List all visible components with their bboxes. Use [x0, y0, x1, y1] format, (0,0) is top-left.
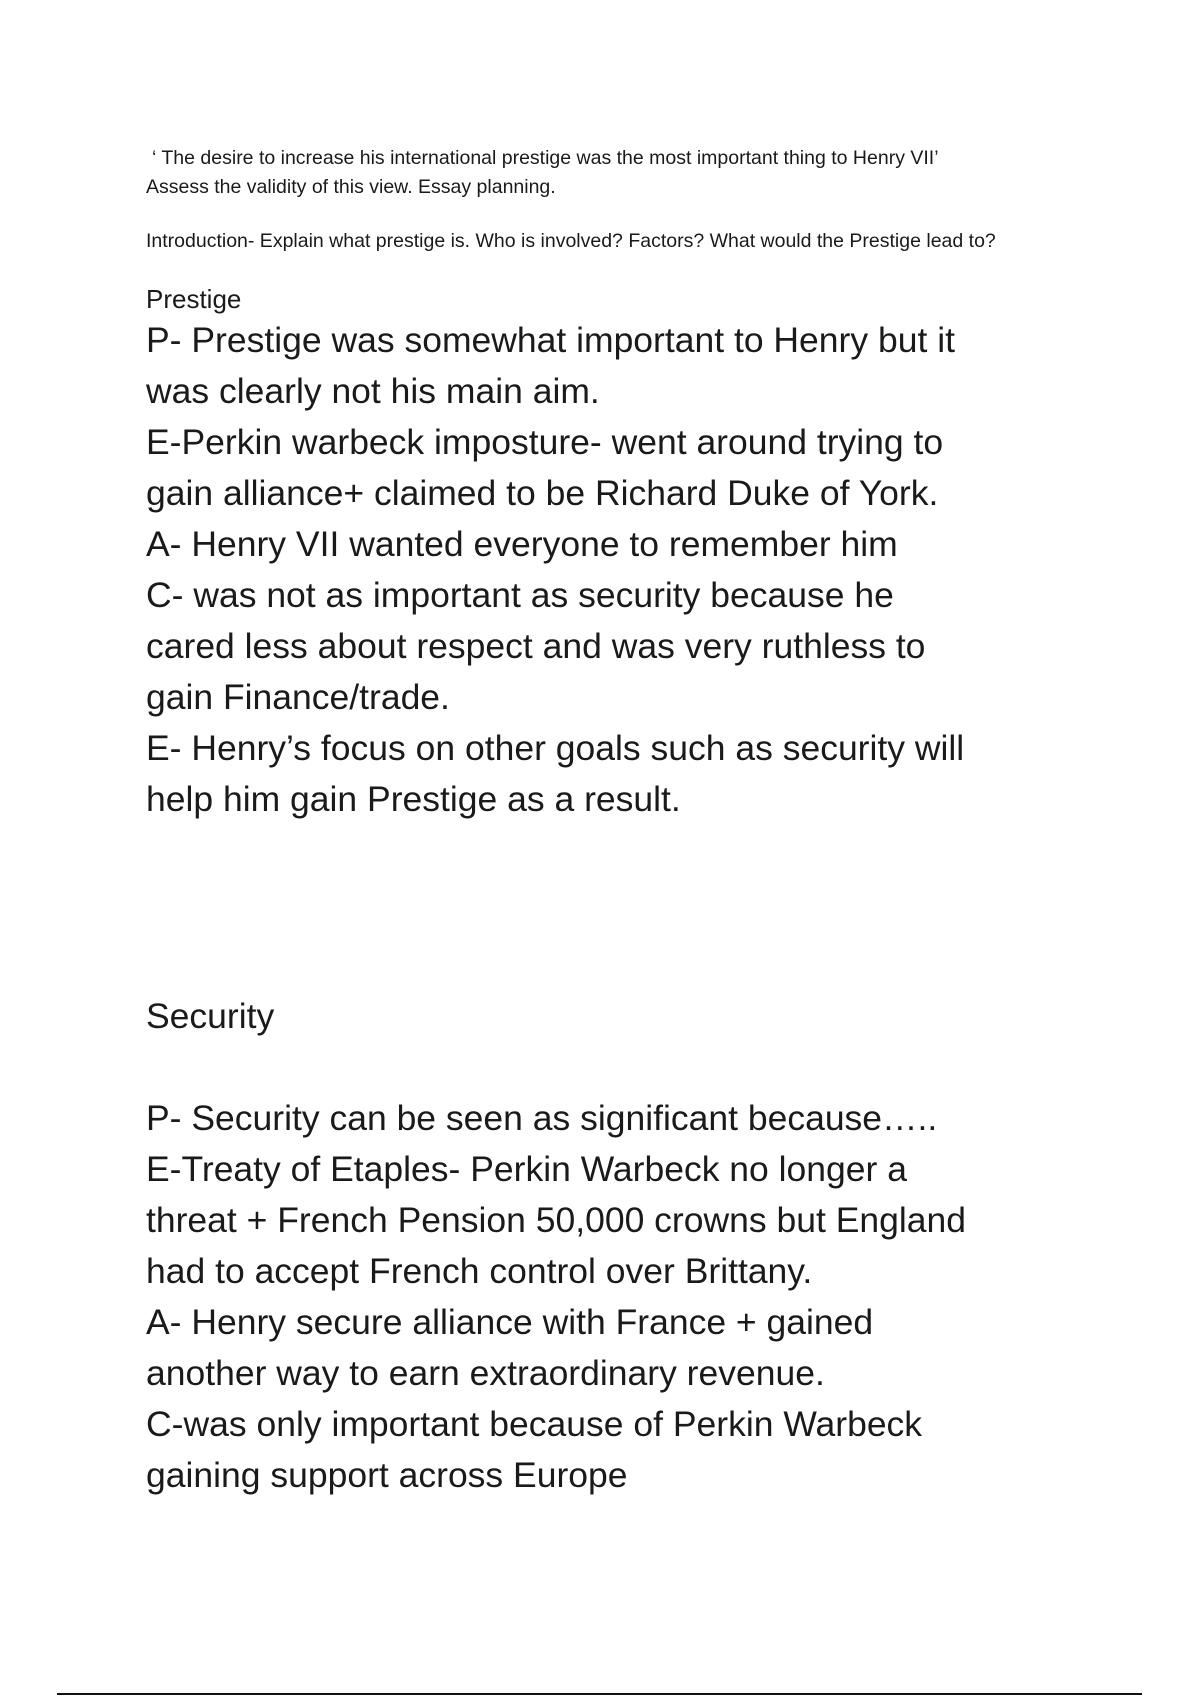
prestige-heading: Prestige — [146, 284, 242, 314]
prestige-line: E- Henry’s focus on other goals such as security will — [146, 728, 965, 768]
security-line: C-was only important because of Perkin Warbeck — [146, 1404, 923, 1444]
security-paragraph — [146, 1093, 1076, 1501]
essay-question — [146, 144, 1076, 202]
security-line: A- Henry secure alliance with France + gained — [146, 1302, 874, 1342]
prestige-line: C- was not as important as security because he — [146, 575, 894, 615]
prestige-line: gain Finance/trade. — [146, 677, 450, 717]
prestige-paragraph — [146, 315, 1076, 825]
introduction-note: Introduction- Explain what prestige is. Who is involved? Factors? What would the Prestige lead to? — [146, 230, 996, 252]
prestige-line: help him gain Prestige as a result. — [146, 779, 681, 819]
essay-question-line-1: ‘ The desire to increase his international prestige was the most important thing to Henry VII’ — [152, 147, 939, 169]
prestige-line: E-Perkin warbeck imposture- went around trying to — [146, 422, 944, 462]
prestige-line: P- Prestige was somewhat important to Henry but it — [146, 320, 955, 360]
essay-question-line-2: Assess the validity of this view. Essay planning. — [146, 176, 556, 198]
prestige-line: was clearly not his main aim. — [146, 371, 600, 411]
security-line: had to accept French control over Brittany. — [146, 1251, 813, 1291]
security-line: threat + French Pension 50,000 crowns but England — [146, 1200, 966, 1240]
security-line: another way to earn extraordinary revenue. — [146, 1353, 825, 1393]
security-line: P- Security can be seen as significant because….. — [146, 1098, 938, 1138]
page-bottom-divider — [57, 1693, 1142, 1695]
prestige-line: gain alliance+ claimed to be Richard Duke of York. — [146, 473, 939, 513]
prestige-line: cared less about respect and was very ruthless to — [146, 626, 926, 666]
security-line: E-Treaty of Etaples- Perkin Warbeck no longer a — [146, 1149, 907, 1189]
document-page — [146, 144, 1076, 1501]
security-heading: Security — [146, 996, 275, 1036]
prestige-line: A- Henry VII wanted everyone to remember him — [146, 524, 898, 564]
security-line: gaining support across Europe — [146, 1455, 628, 1495]
